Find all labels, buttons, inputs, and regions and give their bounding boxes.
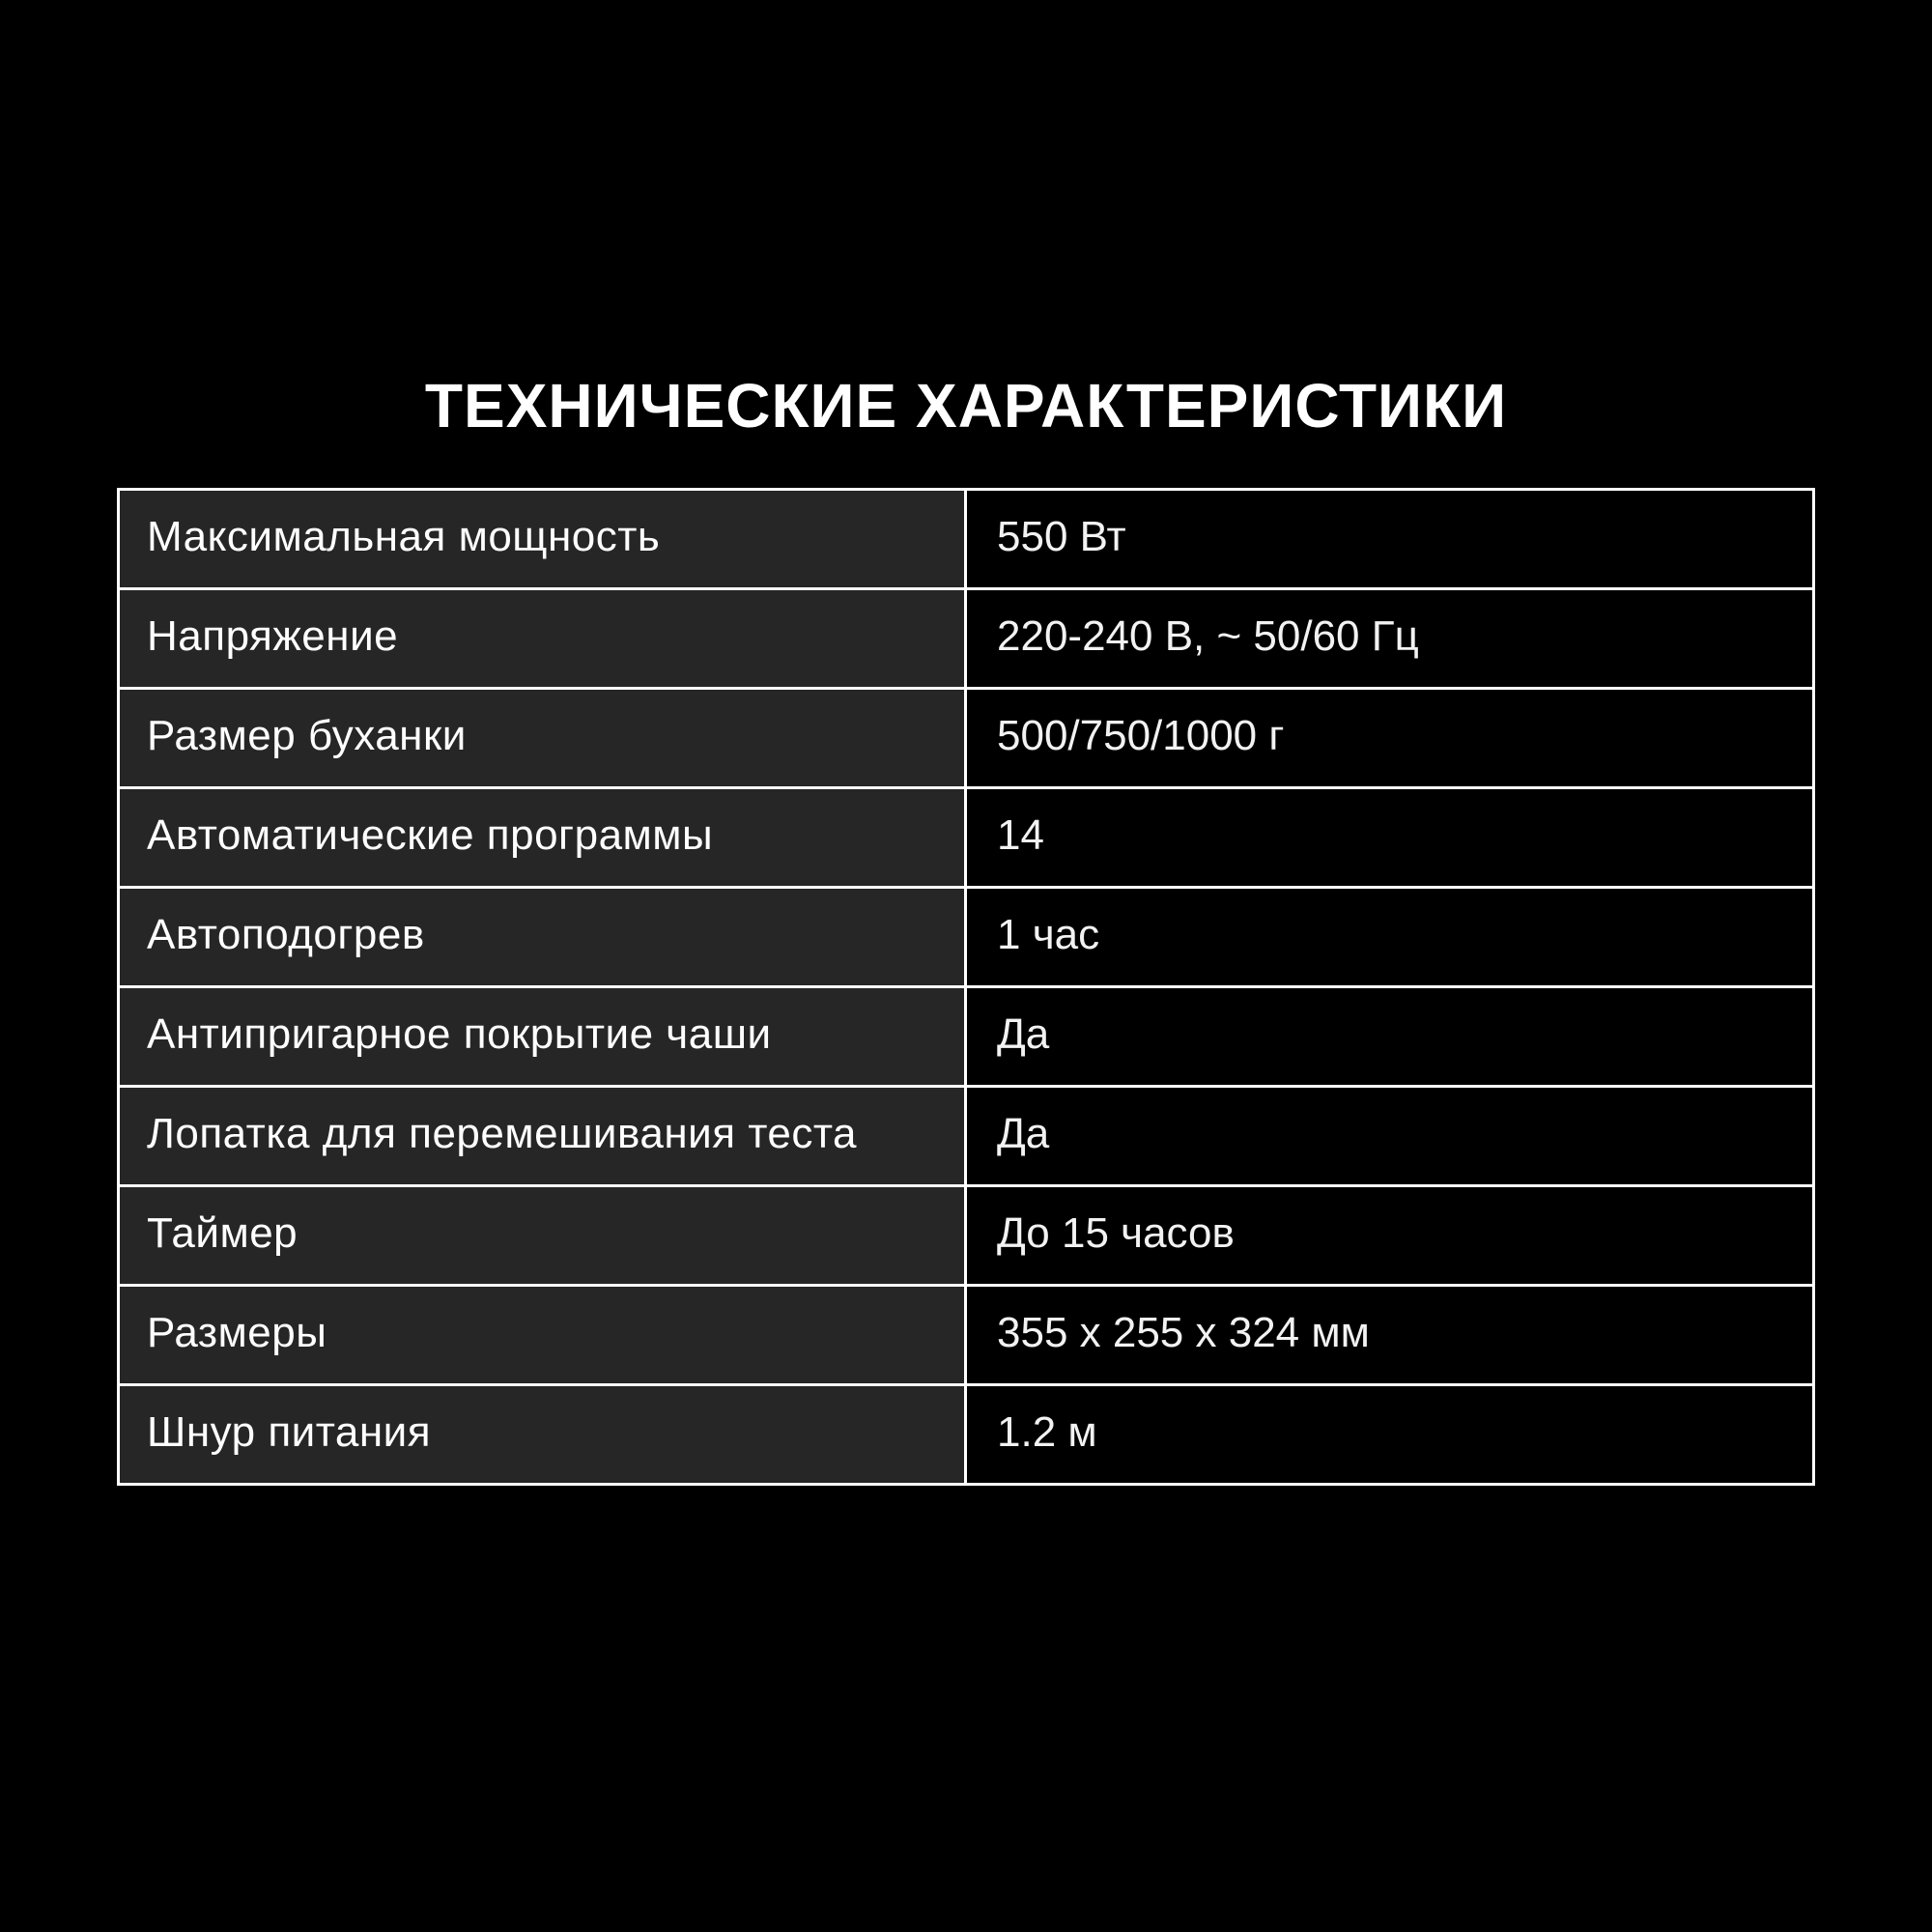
spec-value-cell: Да bbox=[966, 1087, 1814, 1186]
spec-table bbox=[117, 488, 1815, 1486]
spec-name-cell: Лопатка для перемешивания теста bbox=[119, 1087, 966, 1186]
spec-name-cell: Размер буханки bbox=[119, 689, 966, 788]
spec-value-cell: 1 час bbox=[966, 888, 1814, 987]
page-title: ТЕХНИЧЕСКИЕ ХАРАКТЕРИСТИКИ bbox=[424, 371, 1508, 440]
spec-value-cell: 500/750/1000 г bbox=[966, 689, 1814, 788]
table-row bbox=[119, 1087, 1814, 1186]
spec-name-cell: Автоподогрев bbox=[119, 888, 966, 987]
spec-name-cell: Антипригарное покрытие чаши bbox=[119, 987, 966, 1087]
spec-value-cell: 550 Вт bbox=[966, 490, 1814, 589]
spec-value-cell: 1.2 м bbox=[966, 1385, 1814, 1485]
spec-name-cell: Максимальная мощность bbox=[119, 490, 966, 589]
table-row bbox=[119, 589, 1814, 689]
spec-name-cell: Автоматические программы bbox=[119, 788, 966, 888]
spec-value-cell: Да bbox=[966, 987, 1814, 1087]
table-row bbox=[119, 1286, 1814, 1385]
spec-value-cell: 220-240 В, ~ 50/60 Гц bbox=[966, 589, 1814, 689]
table-row bbox=[119, 490, 1814, 589]
spec-value-cell: 355 x 255 x 324 мм bbox=[966, 1286, 1814, 1385]
table-row bbox=[119, 788, 1814, 888]
spec-name-cell: Шнур питания bbox=[119, 1385, 966, 1485]
spec-name-cell: Размеры bbox=[119, 1286, 966, 1385]
spec-name-cell: Таймер bbox=[119, 1186, 966, 1286]
table-row bbox=[119, 1186, 1814, 1286]
spec-value-cell: До 15 часов bbox=[966, 1186, 1814, 1286]
table-row bbox=[119, 1385, 1814, 1485]
table-row bbox=[119, 987, 1814, 1087]
spec-name-cell: Напряжение bbox=[119, 589, 966, 689]
spec-value-cell: 14 bbox=[966, 788, 1814, 888]
table-row bbox=[119, 888, 1814, 987]
table-row bbox=[119, 689, 1814, 788]
